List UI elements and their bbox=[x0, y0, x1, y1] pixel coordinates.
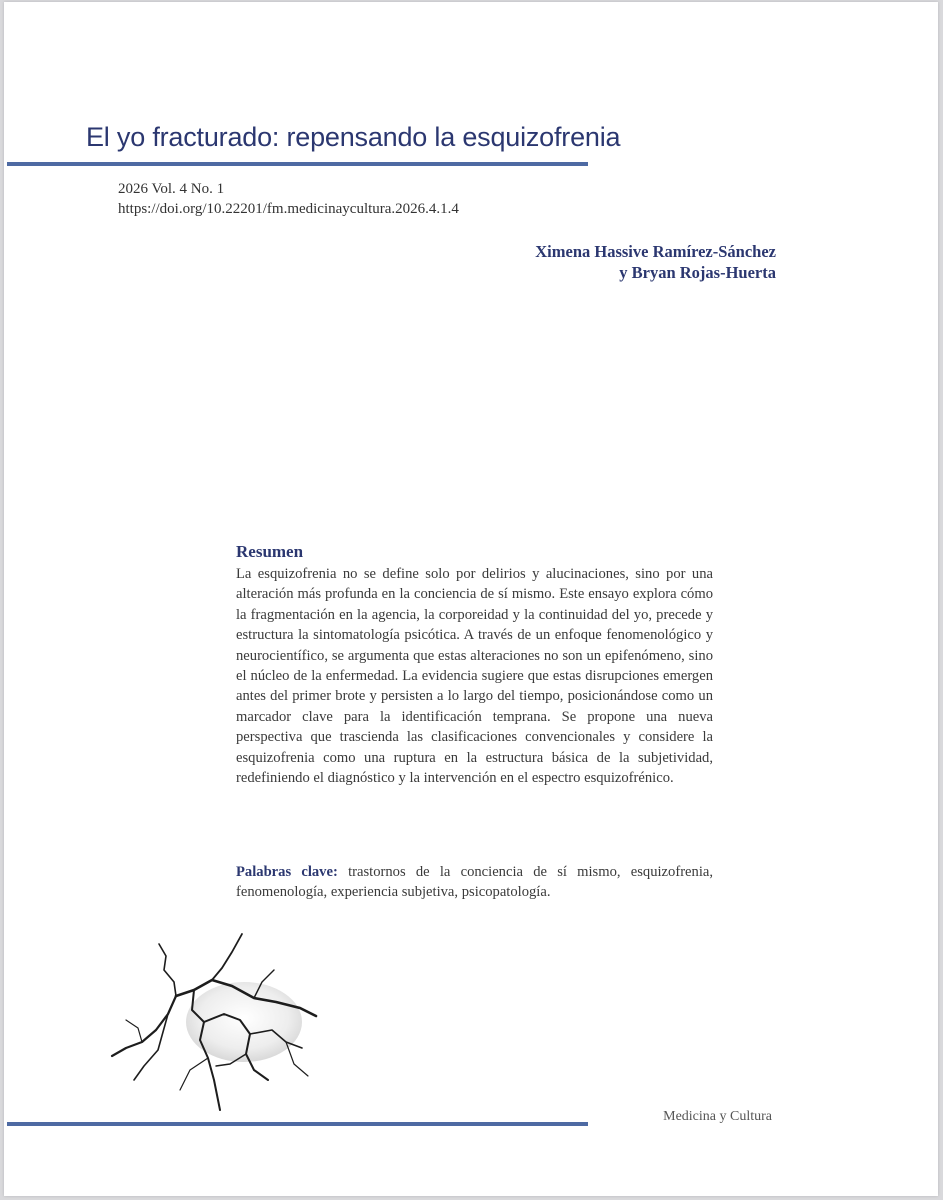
abstract-heading: Resumen bbox=[236, 542, 304, 561]
article-meta bbox=[118, 179, 459, 219]
authors bbox=[535, 241, 776, 283]
document-page bbox=[4, 2, 938, 1196]
doi-link[interactable]: https://doi.org/10.22201/fm.medicinaycultura.2026.4.1.4 bbox=[118, 201, 459, 217]
authors-line-1: Ximena Hassive Ramírez-Sánchez bbox=[535, 242, 776, 261]
cracked-surface-icon bbox=[104, 930, 324, 1115]
authors-line-2: y Bryan Rojas-Huerta bbox=[619, 263, 776, 282]
keywords-section bbox=[236, 862, 713, 903]
volume-line: 2026 Vol. 4 No. 1 bbox=[118, 181, 225, 197]
footer-rule bbox=[7, 1122, 588, 1126]
title-underline bbox=[7, 162, 588, 166]
abstract-section bbox=[236, 542, 713, 788]
journal-name: Medicina y Cultura bbox=[663, 1109, 772, 1124]
abstract-text: La esquizofrenia no se define solo por delirios y alucinaciones, sino por una alteración más profunda en la conciencia de sí mismo. Este ensayo explora cómo la fragmentación en la agencia, la corporeidad y la continuidad del yo, precede y estructura la sintomatología psicótica. A través de un enfoque fenomenológico y neurocientífico, se argumenta que estas alteraciones no son un epifenómeno, sino el núcleo de la enfermedad. La evidencia sugiere que estas disrupciones emergen antes del primer brote y persisten a lo largo del tiempo, posicionándose como un marcador clave para la identificación temprana. Se propone una nueva perspectiva que trascienda las clasificaciones convencionales y considere la esquizofrenia como una ruptura en la estructura básica de la subjetividad, redefiniendo el diagnóstico y la intervención en el espectro esquizofrénico. bbox=[236, 566, 713, 787]
keywords-text: trastornos de la conciencia de sí mismo, esquizofrenia, fenomenología, experiencia subjetiva, psicopatología. bbox=[236, 864, 714, 901]
article-title: El yo fracturado: repensando la esquizofrenia bbox=[86, 122, 621, 152]
keywords-label: Palabras clave: bbox=[236, 864, 338, 880]
